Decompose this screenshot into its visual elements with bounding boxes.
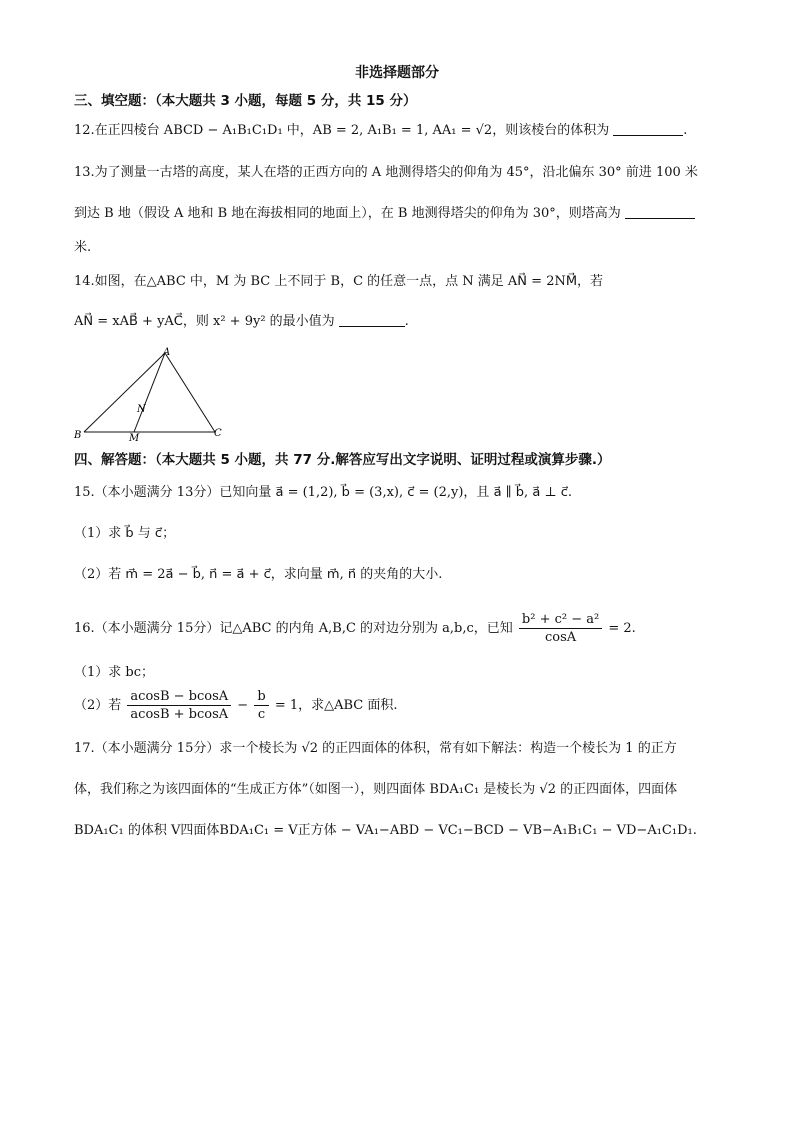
q16-part2-frac2-num: b [254, 688, 268, 706]
q16-frac-num: b² + c² − a² [519, 611, 602, 629]
section-3-header: 三、填空题：（本大题共 3 小题，每题 5 分，共 15 分） [74, 93, 417, 109]
question-12: 12.在正四棱台 ABCD − A₁B₁C₁D₁ 中，AB = 2, A₁B₁ = 1, AA₁ = √2，则该棱台的体积为 . [74, 123, 688, 138]
q15-line1: 15.（本小题满分 13分）已知向量 a⃗ = (1,2), b⃗ = (3,x), c⃗ = (2,y)，且 a⃗ ∥ b⃗, a⃗ ⊥ c⃗. [74, 485, 573, 500]
section-4-header: 四、解答题：（本大题共 5 小题，共 77 分.解答应写出文字说明、证明过程或演算步骤.） [74, 452, 611, 468]
q16-part1: （1）求 bc； [74, 665, 155, 680]
question-16-line1 [74, 609, 636, 649]
q16-part2-minus: − [237, 698, 249, 713]
q14-line2: AN⃗ = xAB⃗ + yAC⃗，则 x² + 9y² 的最小值为 [74, 314, 335, 329]
answer-blank-12 [613, 122, 683, 136]
label-A: A [163, 347, 171, 358]
q13-line3: 米. [74, 240, 92, 255]
q16-part2-frac2-den: c [257, 707, 266, 722]
q16-fraction [519, 611, 602, 646]
q15-part2: （2）若 m⃗ = 2a⃗ − b⃗, n⃗ = a⃗ + c⃗，求向量 m⃗, n⃗ 的夹角的大小. [74, 567, 443, 582]
q13-line1: 13.为了测量一古塔的高度，某人在塔的正西方向的 A 地测得塔尖的仰角为 45°，沿北偏东 30° 前进 100 米 [74, 165, 698, 180]
q13-line2: 到达 B 地（假设 A 地和 B 地在海拔相同的地面上），在 B 地测得塔尖的仰角为 30°，则塔高为 [74, 206, 621, 221]
q16-part2-post: = 1，求△ABC 面积. [274, 698, 398, 713]
q16-part2-fraction-2 [254, 688, 268, 723]
triangle-figure [70, 344, 230, 444]
q15-part1: （1）求 b⃗ 与 c⃗； [74, 526, 176, 541]
question-16-part2 [74, 686, 398, 726]
label-C: C [214, 428, 222, 439]
label-B: B [74, 430, 82, 441]
question-14-line2: AN⃗ = xAB⃗ + yAC⃗，则 x² + 9y² 的最小值为 . [74, 314, 409, 329]
page-title: 非选择题部分 [355, 65, 439, 81]
label-N: N [137, 404, 146, 415]
question-13-line2 [74, 205, 695, 223]
q16-part2-fraction-1 [127, 688, 231, 723]
q17-line2: 体，我们称之为该四面体的“生成正方体”（如图一），则四面体 BDA₁C₁ 是棱长为 √2 的正四面体，四面体 [74, 782, 678, 797]
q16-part2-frac1-den: acosB + bcosA [130, 707, 229, 722]
q16-line1-pre: 16.（本小题满分 15分）记△ABC 的内角 A,B,C 的对边分别为 a,b,c，已知 [74, 621, 513, 636]
label-M: M [129, 433, 140, 444]
q17-line1: 17.（本小题满分 15分）求一个棱长为 √2 的正四面体的体积，常有如下解法：构造一个棱长为 1 的正方 [74, 741, 677, 756]
q16-part2-pre: （2）若 [74, 698, 122, 713]
q14-line1: 14.如图，在△ABC 中，M 为 BC 上不同于 B，C 的任意一点，点 N 满足 AN⃗ = 2NM⃗，若 [74, 274, 604, 289]
q16-line1-post: = 2. [608, 621, 636, 636]
answer-blank-13 [625, 205, 695, 219]
q16-part2-frac1-num: acosB − bcosA [127, 688, 231, 706]
q12-text: 12.在正四棱台 ABCD − A₁B₁C₁D₁ 中，AB = 2, A₁B₁ = 1, AA₁ = √2，则该棱台的体积为 [74, 123, 610, 138]
answer-blank-14 [339, 313, 405, 327]
q17-line3: BDA₁C₁ 的体积 V四面体BDA₁C₁ = V正方体 − VA₁−ABD − VC₁−BCD − VB−A₁B₁C₁ − VD−A₁C₁D₁. [74, 823, 697, 838]
q16-frac-den: cosA [544, 630, 577, 645]
